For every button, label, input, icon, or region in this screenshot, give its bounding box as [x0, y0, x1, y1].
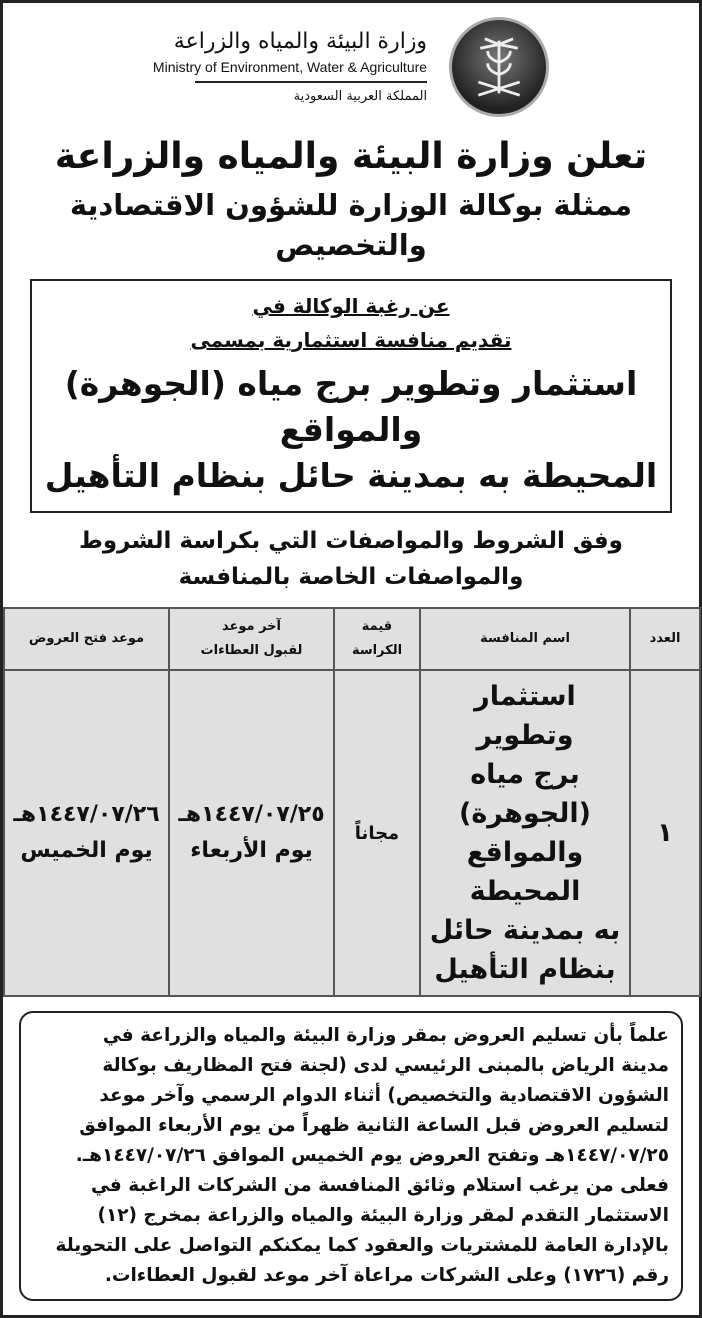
header: [3, 3, 699, 123]
notes-box: [19, 1011, 683, 1301]
tender-title-line: استثمار وتطوير برج مياه (الجوهرة) والمواقع: [64, 364, 638, 449]
opening-date: ١٤٤٧/٠٧/٢٦هـ: [13, 802, 160, 827]
conditions-line: وفق الشروط والمواصفات التي بكراسة الشروط: [79, 528, 623, 554]
header-name: اسم المنافسة: [420, 608, 630, 670]
header-count: العدد: [630, 608, 700, 670]
kingdom-name: المملكة العربية السعودية: [293, 89, 428, 104]
ministry-name-arabic: وزارة البيئة والمياه والزراعة: [173, 29, 428, 54]
cell-opening: [4, 670, 169, 996]
header-price-line: الكراسة: [351, 643, 403, 658]
tender-box: [30, 279, 672, 513]
name-line: استثمار وتطوير: [474, 681, 576, 751]
notes-line: ١٤٤٧/٠٧/٢٥هـ وتفتح العروض يوم الخميس الموافق ١٤٤٧/٠٧/٢٦هـ.: [75, 1145, 669, 1166]
ministry-logo-icon: [449, 17, 549, 117]
tender-title: [38, 361, 664, 499]
deadline-day: يوم الأربعاء: [190, 838, 313, 863]
deadline-date: ١٤٤٧/٠٧/٢٥هـ: [178, 802, 325, 827]
announcement-subtitle: ممثلة بوكالة الوزارة للشؤون الاقتصادية والتخصيص: [69, 188, 633, 262]
ministry-name-english: Ministry of Environment, Water & Agriculture: [152, 59, 428, 75]
table-header-row: [4, 608, 700, 670]
notes-line: علماً بأن تسليم العروض بمقر وزارة البيئة والمياه والزراعة في: [102, 1025, 669, 1046]
name-line: به بمدينة حائل: [429, 915, 621, 946]
conditions-text: [3, 523, 699, 595]
header-deadline-line: لقبول العطاءات: [200, 643, 303, 658]
header-price-line: قيمة: [361, 619, 393, 634]
name-line: بنظام التأهيل: [434, 954, 616, 985]
header-deadline-line: آخر موعد: [221, 619, 282, 634]
notes-line: فعلى من يرغب استلام وثائق المنافسة من الشركات الراغبة في: [90, 1175, 669, 1196]
notes-line: بالإدارة العامة للمشتريات والعقود كما يمكنكم التواصل على التحويلة: [55, 1235, 669, 1256]
tender-title-line: المحيطة به بمدينة حائل بنظام التأهيل: [44, 456, 658, 495]
notes-line: الاستثمار التقدم لمقر وزارة البيئة والمياه والزراعة بمخرج (١٢): [97, 1205, 669, 1226]
box-line-1: عن رغبة الوكالة في: [252, 294, 450, 318]
notes-line: رقم (١٧٢٦) وعلى الشركات مراعاة آخر موعد لقبول العطاءات.: [104, 1265, 669, 1286]
cell-deadline: [169, 670, 334, 996]
header-opening: موعد فتح العروض: [4, 608, 169, 670]
name-line: (الجوهرة): [459, 798, 591, 829]
conditions-line: والمواصفات الخاصة بالمنافسة: [178, 564, 524, 590]
ministry-names: [153, 27, 427, 107]
cell-name: [420, 670, 630, 996]
cell-price: مجاناً: [334, 670, 420, 996]
cell-count: ١: [630, 670, 700, 996]
notes-line: لتسليم العروض قبل الساعة الثانية ظهراً من يوم الأربعاء الموافق: [79, 1115, 669, 1136]
divider: [195, 81, 427, 83]
notes-line: الشؤون الاقتصادية والتخصيص) أثناء الدوام الرسمي وآخر موعد: [99, 1085, 669, 1106]
name-line: برج مياه: [470, 759, 580, 790]
header-deadline: [169, 608, 334, 670]
name-line: والمواقع المحيطة: [466, 837, 584, 907]
table-row: [4, 670, 700, 996]
box-line-2: تقديم منافسة استثمارية بمسمى: [190, 328, 512, 352]
opening-day: يوم الخميس: [20, 838, 153, 863]
notes-line: مدينة الرياض بالمبنى الرئيسي لدى (لجنة فتح المظاريف بوكالة: [102, 1055, 669, 1076]
announcement-title: تعلن وزارة البيئة والمياه والزراعة: [54, 136, 648, 177]
tender-table: [3, 607, 701, 997]
header-price: [334, 608, 420, 670]
